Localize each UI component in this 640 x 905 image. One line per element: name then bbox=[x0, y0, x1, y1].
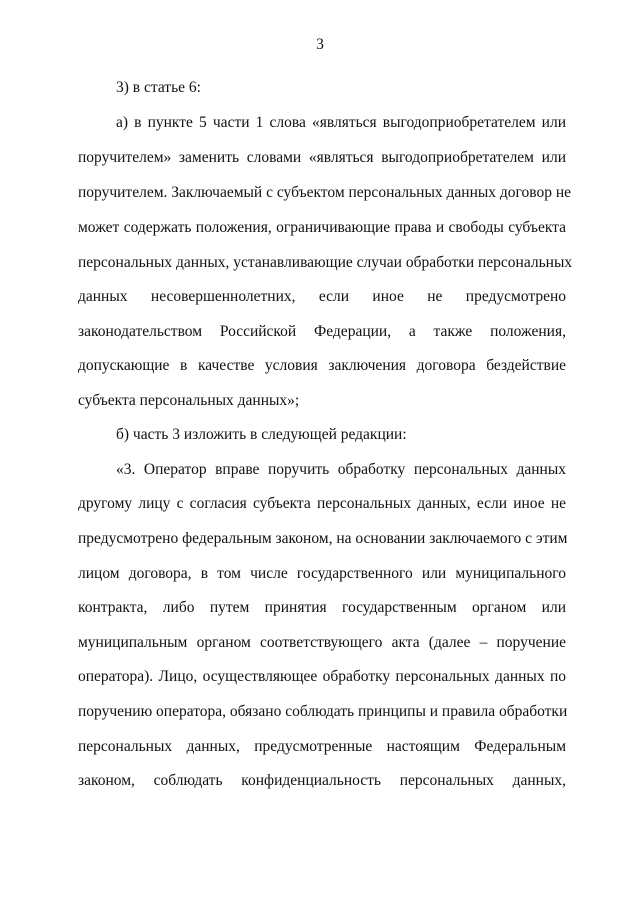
text-line: субъекта персональных данных»; bbox=[78, 392, 300, 409]
text-line: б) часть 3 изложить в следующей редакции: bbox=[116, 426, 407, 443]
text-line: законодательством Российской Федерации, а также положения, bbox=[78, 323, 566, 340]
text-line: предусмотрено федеральным законом, на основании заключаемого с этим bbox=[78, 530, 568, 547]
text-line: допускающие в качестве условия заключения договора бездействие bbox=[78, 357, 566, 374]
text-line: муниципальным органом соответствующего акта (далее – поручение bbox=[78, 634, 566, 651]
text-line: 3) в статье 6: bbox=[116, 79, 201, 96]
text-line: персональных данных, устанавливающие случаи обработки персональных bbox=[78, 254, 573, 271]
text-line: «3. Оператор вправе поручить обработку персональных данных bbox=[116, 461, 566, 478]
text-line: контракта, либо путем принятия государственным органом или bbox=[78, 599, 566, 616]
page-number: 3 bbox=[316, 36, 324, 53]
text-line: персональных данных, предусмотренные настоящим Федеральным bbox=[78, 738, 566, 755]
text-line: оператора). Лицо, осуществляющее обработку персональных данных по bbox=[78, 668, 566, 685]
text-line: данных несовершеннолетних, если иное не предусмотрено bbox=[78, 288, 566, 305]
text-line: лицом договора, в том числе государственного или муниципального bbox=[78, 565, 566, 582]
text-line: поручителем» заменить словами «являться выгодоприобретателем или bbox=[78, 149, 566, 166]
text-line: другому лицу с согласия субъекта персональных данных, если иное не bbox=[78, 495, 566, 512]
text-line: законом, соблюдать конфиденциальность персональных данных, bbox=[78, 772, 566, 789]
text-line: может содержать положения, ограничивающие права и свободы субъекта bbox=[78, 219, 566, 236]
text-line: а) в пункте 5 части 1 слова «являться выгодоприобретателем или bbox=[116, 114, 566, 131]
text-line: поручению оператора, обязано соблюдать принципы и правила обработки bbox=[78, 703, 568, 720]
text-line: поручителем. Заключаемый с субъектом персональных данных договор не bbox=[78, 184, 572, 201]
